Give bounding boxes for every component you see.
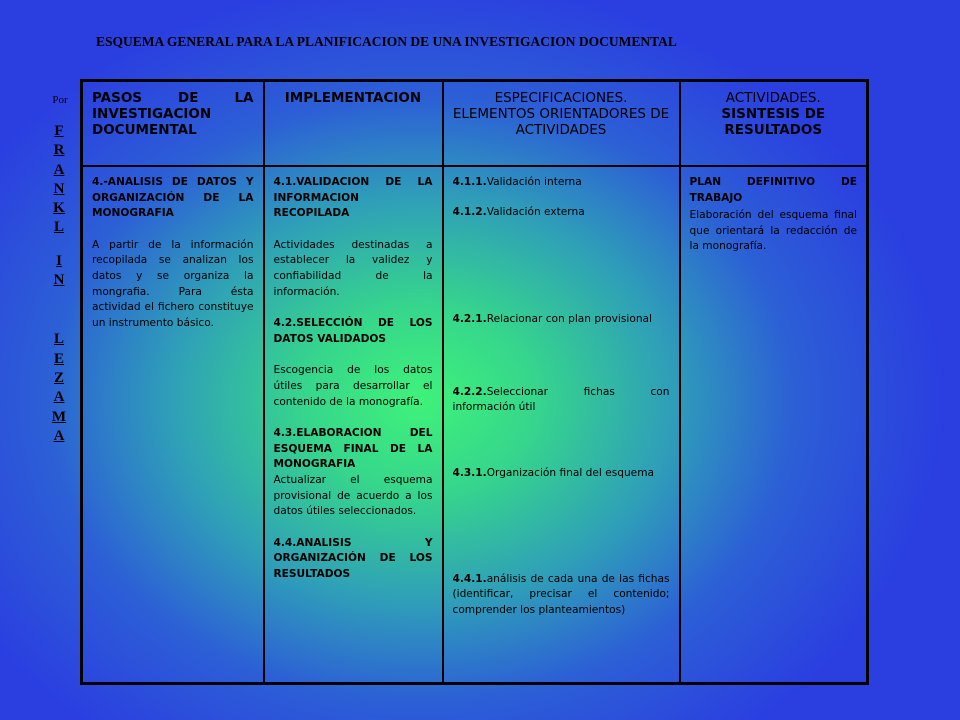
impl-heading: 4.2.SELECCIÓN DE LOS DATOS VALIDADOS — [273, 317, 433, 345]
author-letter: M — [51, 408, 67, 425]
page-title: ESQUEMA GENERAL PARA LA PLANIFICACION DE UNA INVESTIGACION DOCUMENTAL — [96, 34, 677, 49]
spec-item: 4.2.1.Relacionar con plan provisional — [452, 313, 652, 326]
author-letter: Z — [53, 369, 64, 386]
author-letter: N — [53, 180, 65, 197]
table-header-row — [82, 81, 868, 167]
cell-implementacion — [264, 166, 443, 684]
spec-item: 4.3.1.Organización final del esquema — [452, 466, 654, 479]
header-pasos: PASOS DE LA INVESTIGACION DOCUMENTAL — [82, 81, 264, 167]
cell-especificaciones — [443, 166, 680, 684]
author-letter: E — [53, 350, 64, 367]
author-letter: A — [53, 161, 65, 178]
author-letter: I — [56, 252, 62, 269]
cell-actividades — [680, 166, 868, 684]
impl-text: Actualizar el esquema provisional de acuerdo a los datos útiles seleccionados. — [273, 473, 433, 518]
step-heading: 4.-ANALISIS DE DATOS Y ORGANIZACIÓN DE LA MONOGRAFIA — [92, 176, 254, 220]
step-text: A partir de la información recopilada se analizan los datos y se organiza la mongrafia. Para ésta actividad el fichero constituye un instrumento básico. — [92, 238, 254, 329]
author-letter: F — [54, 123, 64, 139]
activity-text: Elaboración del esquema final que orientará la redacción de la monografía. — [689, 209, 857, 253]
author-letter: L — [53, 331, 64, 348]
author-letter: L — [53, 219, 64, 236]
spec-item: 4.4.1.análisis de cada una de las fichas (identificar, precisar el contenido; comprender los planteamientos) — [452, 572, 670, 616]
impl-heading: 4.4.ANALISIS Y ORGANIZACIÓN DE LOS RESULTADOS — [273, 536, 433, 580]
cell-pasos — [82, 166, 264, 684]
spec-item: 4.1.1.Validación interna — [452, 176, 582, 188]
impl-heading: 4.1.VALIDACION DE LA INFORMACION RECOPILADA — [273, 176, 433, 220]
author-letter: K — [53, 200, 65, 217]
header-actividades: ACTIVIDADES. SISNTESIS DE RESULTADOS — [680, 81, 868, 167]
impl-text: Actividades destinadas a establecer la validez y confiabilidad de la información. — [273, 238, 433, 298]
planning-table — [80, 79, 869, 685]
header-especificaciones: ESPECIFICACIONES. ELEMENTOS ORIENTADORES DE ACTIVIDADES — [443, 81, 680, 167]
author-letter: N — [53, 272, 65, 289]
author-letter: A — [53, 389, 65, 406]
spec-item: 4.2.2.Seleccionar fichas con información útil — [452, 385, 670, 414]
impl-heading: 4.3.ELABORACION DEL ESQUEMA FINAL DE LA MONOGRAFIA — [273, 427, 433, 471]
spec-item: 4.1.2.Validación externa — [452, 205, 585, 218]
byline: Por — [52, 94, 68, 106]
author-letter: R — [53, 142, 65, 159]
impl-text: Escogencia de los datos útiles para desarrollar el contenido de la monografía. — [273, 364, 433, 408]
author-letter: A — [53, 427, 65, 444]
header-implementacion: IMPLEMENTACION — [264, 81, 443, 167]
author-name-vertical — [36, 122, 82, 446]
activity-heading: PLAN DEFINITIVO DE TRABAJO — [689, 176, 857, 204]
table-body-row — [82, 166, 868, 684]
